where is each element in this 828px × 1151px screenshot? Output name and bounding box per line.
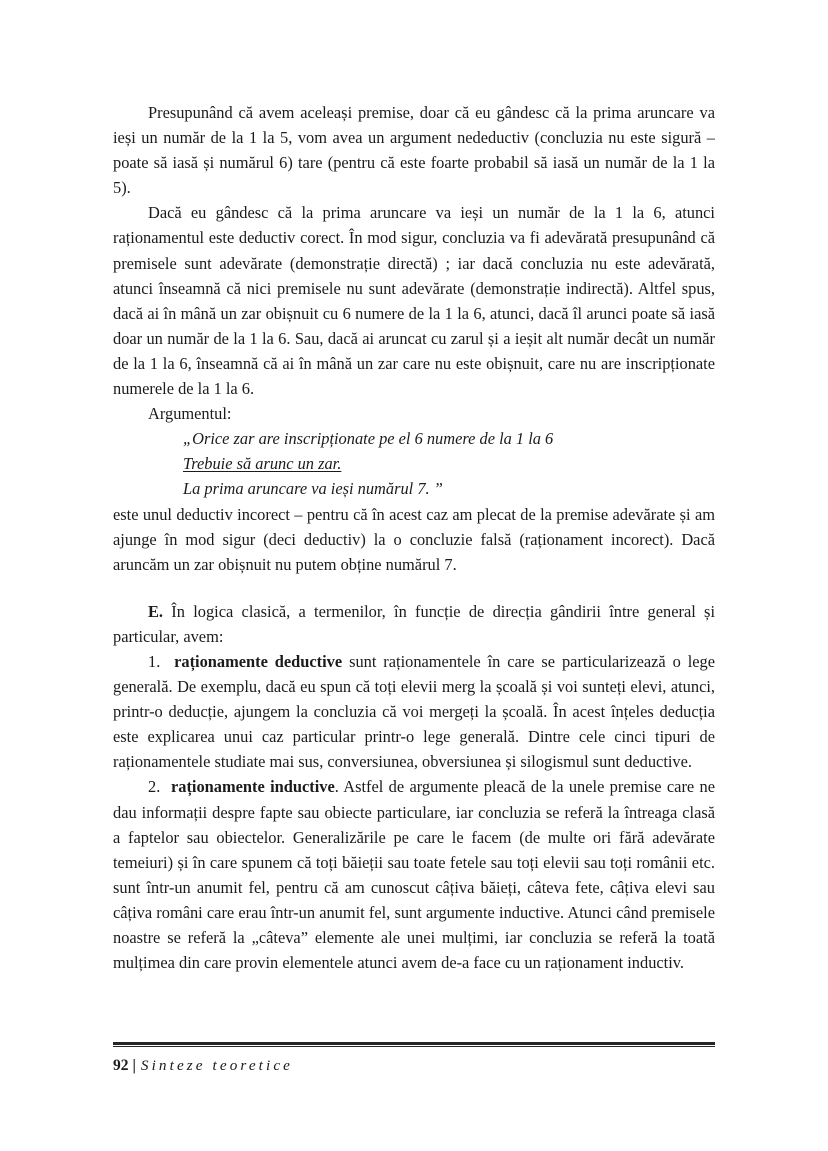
paragraph-daca-eu-gandesc: Dacă eu gândesc că la prima aruncare va ieși un număr de la 1 la 6, atunci raționamentul este deductiv corect. În mod sigur, concluzia va fi adevărată presupunând că premisele sunt adevărate (demonstrație directă) ; iar dacă concluzia nu este adevărată, atunci înseamnă că nici premisele nu sunt adevărate (demonstrație indirectă). Altfel spus, dacă ai în mână un zar obișnuit cu 6 numere de la 1 la 6, atunci, dacă îl arunci poate să iasă doar un număr de la 1 la 6. Sau, dacă ai aruncat cu zarul și a ieșit alt număr decât un număr de la 1 la 6, înseamnă că ai în mână un zar care nu este obișnuit, care nu are inscripționate numerele de la 1 la 6. <box>113 203 715 399</box>
quote-conclusion: La prima aruncare va ieși numărul 7. ” <box>183 479 443 499</box>
list-item-2-inductive <box>113 774 715 975</box>
argument-quote-block <box>113 426 715 501</box>
list-item-2-number: 2. <box>148 777 161 797</box>
section-e-text: În logica clasică, a termenilor, în funcție de direcția gândirii între general și particular, avem: <box>113 601 715 646</box>
footer-rule-thin <box>113 1046 715 1047</box>
list-item-1-text: sunt raționamentele în care se particularizează o lege generală. De exemplu, dacă eu spun că toți elevii merg la școală și voi sunteți elevi, atunci, printr-o deducție, ajungem la concluzia că voi mergeți la școală. În acest înțeles deducția este explicarea unui caz particular printr-o lege generală. Dintre cele cinci tipuri de raționamentele studiate mai sus, conversiunea, obversiunea și silogismul sunt deductive. <box>113 651 716 772</box>
paragraph-presupunand: Presupunând că avem aceleași premise, doar că eu gândesc că la prima aruncare va ieși un număr de la 1 la 5, vom avea un argument nedeductiv (concluzia nu este sigură – poate să iasă și numărul 6) tare (pentru că este foarte probabil să iasă un număr de la 1 la 5). <box>113 103 715 198</box>
list-item-1-number: 1. <box>148 651 161 671</box>
quote-premise-one: „Orice zar are inscripționate pe el 6 numere de la 1 la 6 <box>183 429 554 449</box>
list-item-1-term: raționamente deductive <box>174 651 343 671</box>
page-content <box>113 100 715 975</box>
footer-text-row <box>113 1056 715 1076</box>
paragraph-argumentul-label: Argumentul: <box>148 404 232 424</box>
list-item-2-text: . Astfel de argumente pleacă de la unele premise care ne dau informații despre fapte sau obiecte particulare, iar concluzia se referă la întreaga clasă a faptelor sau obiectelor. Generalizările pe care le facem (de multe ori fără adevărate temeiuri) și în care spunem că toți băieții sau toate fetele sau toți elevii sau toți românii etc. sunt într-un anumit fel, pentru că am cunoscut câțiva băieți, câteva fete, câțiva elevi sau câțiva români care erau într-un anumit fel, sunt argumente inductive. Atunci când premisele noastre se referă la „câteva” elemente ale unei mulțimi, iar concluzia se referă la toată mulțimea din care provin elementele atunci avem de-a face cu un raționament inductiv. <box>113 777 715 973</box>
list-item-1-deductive <box>113 649 715 774</box>
section-marker-e: E. <box>148 601 164 621</box>
footer-running-title: Sinteze teoretice <box>140 1057 294 1074</box>
footer-separator: | <box>132 1057 136 1074</box>
page-footer <box>113 1042 715 1076</box>
quote-premise-two: Trebuie să arunc un zar. <box>183 454 342 474</box>
paragraph-section-e <box>113 599 715 649</box>
list-item-2-term: raționamente inductive <box>170 777 335 797</box>
paragraph-este-unul-deductiv: este unul deductiv incorect – pentru că în acest caz am plecat de la premise adevărate și am ajunge în mod sigur (deci deductiv) la o concluzie falsă (raționament incorect). Dacă aruncăm un zar obișnuit nu putem obține numărul 7. <box>113 504 715 574</box>
footer-page-number: 92 <box>113 1057 129 1074</box>
